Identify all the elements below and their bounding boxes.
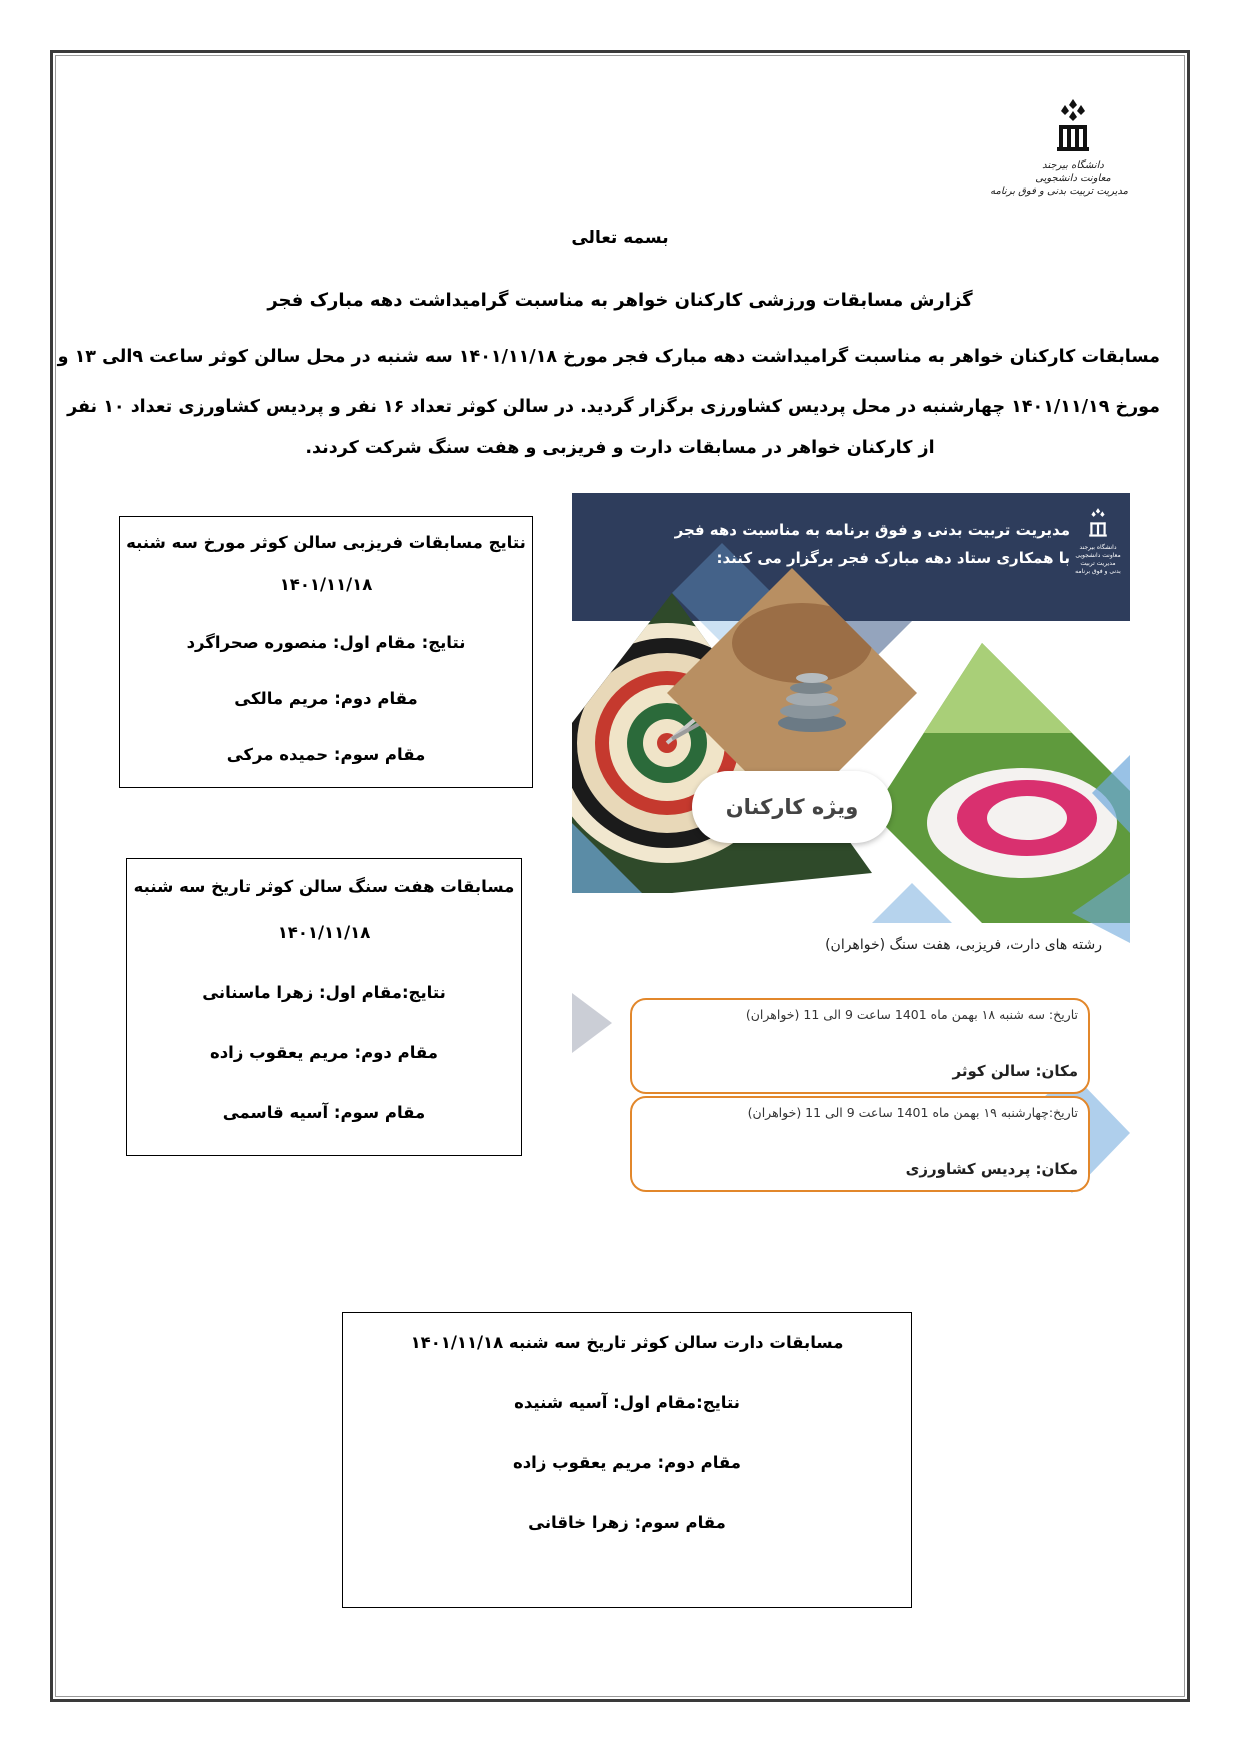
university-logo — [990, 97, 1128, 227]
university-emblem-icon — [1085, 507, 1111, 541]
seven-stones-results-box — [126, 858, 522, 1156]
dart-first-place: نتایج:مقام اول: آسیه شنیده — [514, 1393, 740, 1412]
dart-results-box — [342, 1312, 912, 1608]
seven-stones-title: مسابقات هفت سنگ سالن کوثر تاریخ سه شنبه — [133, 877, 515, 896]
seven-stones-third-place: مقام سوم: آسیه قاسمی — [222, 1103, 426, 1122]
paragraph-line: مسابقات کارکنان خواهر به مناسبت گرامیداشت دهه مبارک فجر مورخ ۱۴۰۱/۱۱/۱۸ سه شنبه در محل سالن کوثر ساعت ۹الی ۱۳ و — [57, 347, 1160, 367]
paragraph-line: مورخ ۱۴۰۱/۱۱/۱۹ چهارشنبه در محل پردیس کشاورزی برگزار گردید. در سالن کوثر تعداد ۱۶ نفر و پردیس کشاورزی تعداد ۱۰ نفر — [67, 397, 1160, 417]
event-poster — [572, 493, 1130, 1203]
frisbee-second-place: مقام دوم: مریم مالکی — [234, 689, 418, 708]
poster-logo — [1074, 507, 1122, 575]
event-date: تاریخ:چهارشنبه ۱۹ بهمن ماه 1401 ساعت 9 الی 11 (خواهران) — [747, 1105, 1078, 1120]
poster-logo-text: دانشگاه بیرجند — [1079, 544, 1117, 551]
frisbee-date: ۱۴۰۱/۱۱/۱۸ — [279, 575, 373, 594]
poster-logo-text: مدیریت تربیت بدنی و فوق برنامه — [1075, 560, 1121, 575]
paragraph-line: از کارکنان خواهر در مسابقات دارت و فریزبی و هفت سنگ شرکت کردند. — [305, 438, 935, 458]
logo-text-university: دانشگاه بیرجند — [1042, 160, 1104, 171]
poster-logo-text: معاونت دانشجویی — [1075, 552, 1121, 559]
event-place: مکان: پردیس کشاورزی — [905, 1160, 1078, 1178]
seven-stones-date: ۱۴۰۱/۱۱/۱۸ — [277, 923, 371, 942]
logo-text-deputy: معاونت دانشجویی — [1035, 173, 1111, 184]
poster-header-line: با همکاری ستاد دهه مبارک فجر برگزار می کنند: — [716, 549, 1070, 567]
event-place: مکان: سالن کوثر — [952, 1062, 1078, 1080]
frisbee-results-box — [119, 516, 533, 788]
logo-text-department: مدیریت تربیت بدنی و فوق برنامه — [990, 186, 1128, 197]
report-title: گزارش مسابقات ورزشی کارکنان خواهر به مناسبت گرامیداشت دهه مبارک فجر — [267, 290, 973, 311]
frisbee-title: نتایج مسابقات فریزبی سالن کوثر مورخ سه شنبه — [126, 533, 526, 552]
event-date: تاریخ: سه شنبه ۱۸ بهمن ماه 1401 ساعت 9 الی 11 (خواهران) — [745, 1007, 1078, 1022]
university-emblem-icon — [1051, 97, 1095, 159]
dart-title: مسابقات دارت سالن کوثر تاریخ سه شنبه ۱۴۰۱/۱۱/۱۸ — [410, 1333, 844, 1352]
bismillah: بسمه تعالی — [571, 228, 669, 248]
seven-stones-second-place: مقام دوم: مریم یعقوب زاده — [209, 1043, 439, 1062]
dart-third-place: مقام سوم: زهرا خاقانی — [528, 1513, 726, 1532]
dart-second-place: مقام دوم: مریم یعقوب زاده — [512, 1453, 742, 1472]
seven-stones-first-place: نتایج:مقام اول: زهرا ماسنانی — [202, 983, 446, 1002]
event-card — [630, 1096, 1090, 1192]
event-card — [630, 998, 1090, 1094]
staff-only-badge: ویژه کارکنان — [692, 771, 892, 843]
poster-header-line: مدیریت تربیت بدنی و فوق برنامه به مناسبت دهه فجر — [674, 521, 1070, 539]
poster-sport-fields: رشته های دارت، فریزبی، هفت سنگ (خواهران) — [825, 937, 1102, 953]
frisbee-first-place: نتایج: مقام اول: منصوره صحراگرد — [186, 633, 466, 652]
frisbee-third-place: مقام سوم: حمیده مرکی — [226, 745, 426, 764]
